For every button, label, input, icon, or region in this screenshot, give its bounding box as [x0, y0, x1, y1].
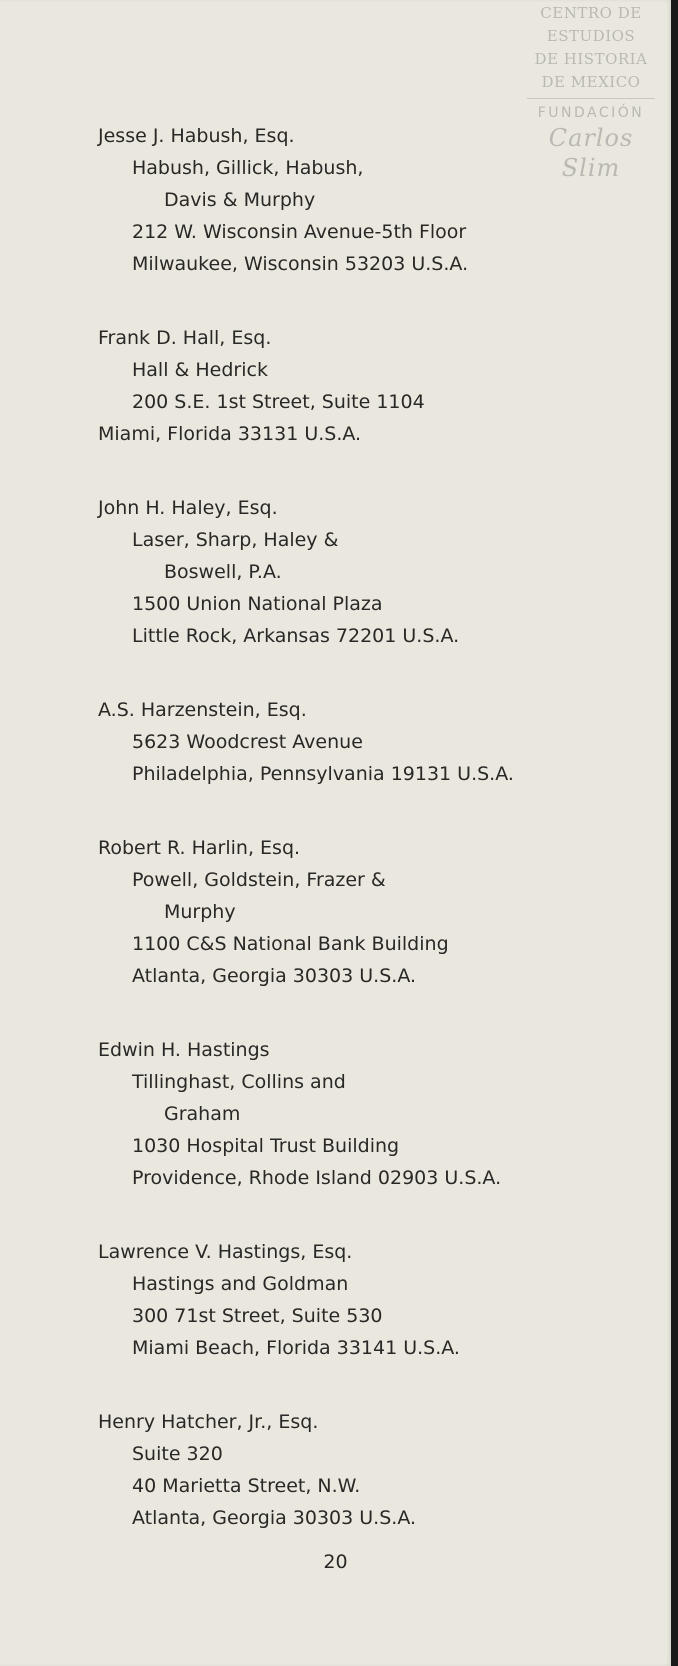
- watermark-fundacion: FUNDACIÓN: [537, 105, 645, 121]
- entry-address-line: Milwaukee, Wisconsin 53203 U.S.A.: [132, 253, 469, 275]
- watermark-divider: [527, 98, 655, 99]
- entry-address-line: Boswell, P.A.: [164, 561, 282, 583]
- entry-name: Jesse J. Habush, Esq.: [98, 125, 295, 147]
- page-number: 20: [323, 1551, 348, 1573]
- entry-address-line: Davis & Murphy: [164, 189, 316, 211]
- entry-name: Frank D. Hall, Esq.: [98, 327, 272, 349]
- entry-address-line: Atlanta, Georgia 30303 U.S.A.: [132, 1507, 417, 1529]
- watermark-signature: Carlos Slim: [548, 124, 634, 182]
- entry-address-line: 1030 Hospital Trust Building: [132, 1135, 400, 1157]
- address-entry: [98, 492, 658, 652]
- watermark-line-4: DE MEXICO: [541, 73, 641, 91]
- entry-address-line: 212 W. Wisconsin Avenue-5th Floor: [132, 221, 467, 243]
- watermark-line-3: DE HISTORIA: [534, 50, 648, 68]
- entry-address-line: Hastings and Goldman: [132, 1273, 349, 1295]
- entry-address-line: Little Rock, Arkansas 72201 U.S.A.: [132, 625, 460, 647]
- entry-address-line: Powell, Goldstein, Frazer &: [132, 869, 386, 891]
- entry-address-line: Habush, Gillick, Habush,: [132, 157, 364, 179]
- entry-name: Lawrence V. Hastings, Esq.: [98, 1241, 353, 1263]
- address-entry: [98, 1236, 658, 1364]
- entry-address-line: 300 71st Street, Suite 530: [132, 1305, 383, 1327]
- entry-name: Edwin H. Hastings: [98, 1039, 270, 1061]
- entry-address-line: Hall & Hedrick: [132, 359, 268, 381]
- watermark-line-1: CENTRO DE: [540, 4, 642, 22]
- entry-address-line: Graham: [164, 1103, 241, 1125]
- entry-address-line: Miami Beach, Florida 33141 U.S.A.: [132, 1337, 460, 1359]
- entry-name: A.S. Harzenstein, Esq.: [98, 699, 307, 721]
- entry-address-line: Suite 320: [132, 1443, 223, 1465]
- address-entry: [98, 322, 658, 450]
- entry-address-line: 5623 Woodcrest Avenue: [132, 731, 363, 753]
- entry-address-line: Providence, Rhode Island 02903 U.S.A.: [132, 1167, 502, 1189]
- entry-address-line: Miami, Florida 33131 U.S.A.: [98, 423, 362, 445]
- address-entry: [98, 1406, 658, 1534]
- entry-address-line: Atlanta, Georgia 30303 U.S.A.: [132, 965, 417, 987]
- address-entry: [98, 120, 658, 280]
- entry-name: John H. Haley, Esq.: [98, 497, 278, 519]
- entry-name: Robert R. Harlin, Esq.: [98, 837, 301, 859]
- entry-name: Henry Hatcher, Jr., Esq.: [98, 1411, 319, 1433]
- entry-address-line: Murphy: [164, 901, 236, 923]
- watermark-line-2: ESTUDIOS: [546, 27, 636, 45]
- address-entry: [98, 1034, 658, 1194]
- entry-address-line: 200 S.E. 1st Street, Suite 1104: [132, 391, 425, 413]
- entry-address-line: Tillinghast, Collins and: [132, 1071, 346, 1093]
- entry-address-line: 1100 C&S National Bank Building: [132, 933, 449, 955]
- entry-address-line: 1500 Union National Plaza: [132, 593, 383, 615]
- address-list: [98, 120, 658, 1576]
- address-entry: [98, 832, 658, 992]
- entry-address-line: 40 Marietta Street, N.W.: [132, 1475, 361, 1497]
- entry-address-line: Philadelphia, Pennsylvania 19131 U.S.A.: [132, 763, 514, 785]
- address-entry: [98, 694, 658, 790]
- entry-address-line: Laser, Sharp, Haley &: [132, 529, 339, 551]
